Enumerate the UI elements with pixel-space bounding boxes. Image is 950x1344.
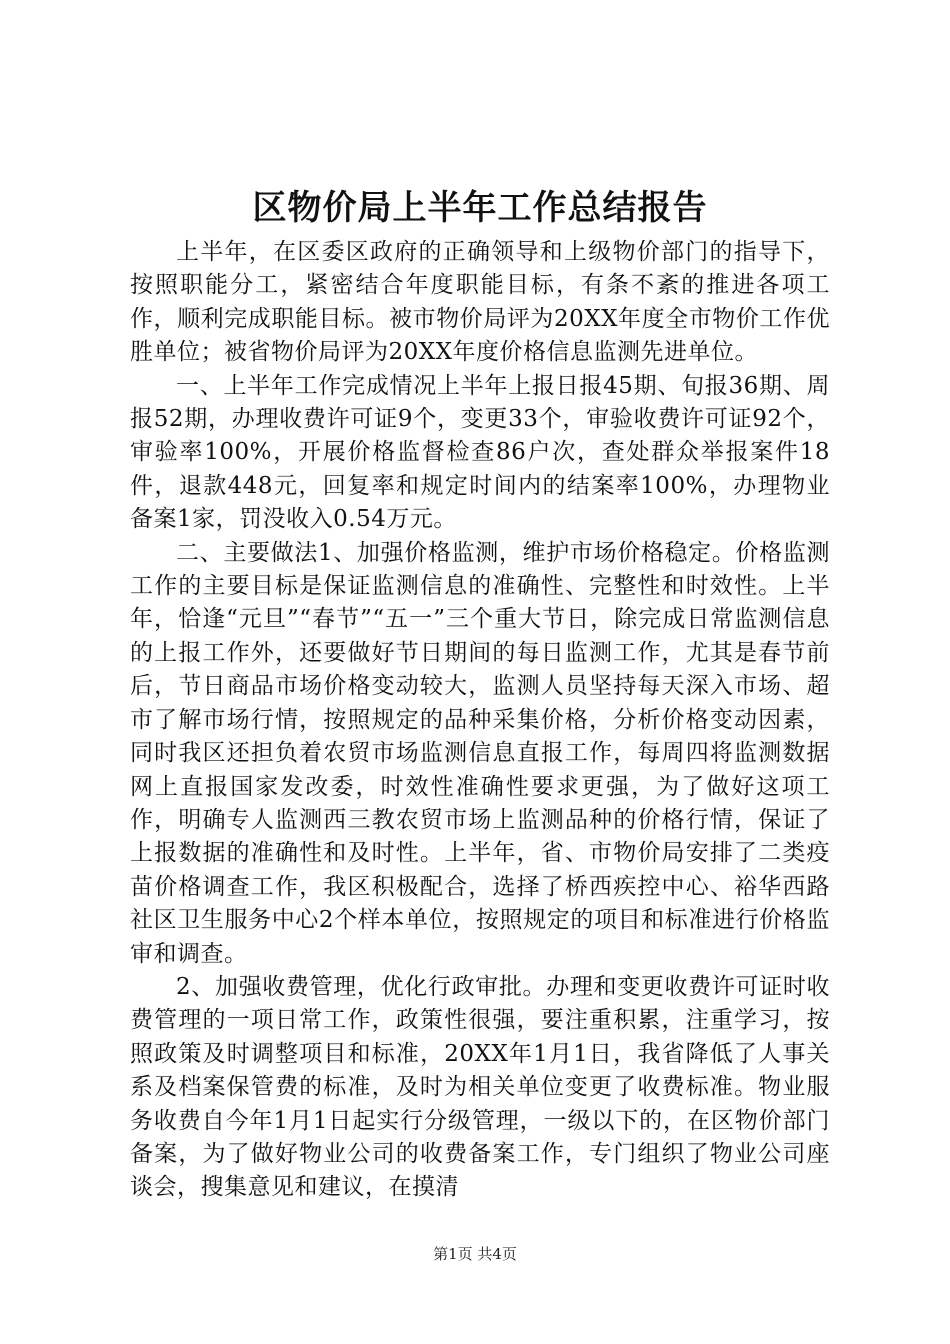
paragraph-section-two: 二、主要做法1、加强价格监测，维护市场价格稳定。价格监测工作的主要目标是保证监测信息的准确性、完整性和时效性。上半年，恰逢“元旦”“春节”“五一”三个重大节日，除完成日常监测信息的上报工作外，还要做好节日期间的每日监测工作，尤其是春节前后，节日商品市场价格变动较大，监测人员坚持每天深入市场、超市了解市场行情，按照规定的品种采集价格，分析价格变动因素，同时我区还担负着农贸市场监测信息直报工作，每周四将监测数据网上直报国家发改委，时效性准确性要求更强，为了做好这项工作，明确专人监测西三教农贸市场上监测品种的价格行情，保证了上报数据的准确性和及时性。上半年，省、市物价局安排了二类疫苗价格调查工作，我区积极配合，选择了桥西疾控中心、裕华西路社区卫生服务中心2个样本单位，按照规定的项目和标准进行价格监审和调查。 bbox=[130, 539, 830, 967]
page-footer: 第1页 共4页 bbox=[433, 1245, 517, 1263]
document-body bbox=[130, 236, 830, 1205]
paragraph-fee-management: 2、加强收费管理，优化行政审批。办理和变更收费许可证时收费管理的一项日常工作，政策性很强，要注重积累，注重学习，按照政策及时调整项目和标准，20XX年1月1日，我省降低了人事关系及档案保管费的标准，及时为相关单位变更了收费标准。物业服务收费自今年1月1日起实行分级管理，一级以下的，在区物价部门备案，为了做好物业公司的收费备案工作，专门组织了物业公司座谈会，搜集意见和建议，在摸清 bbox=[130, 973, 830, 1201]
paragraph-intro: 上半年，在区委区政府的正确领导和上级物价部门的指导下，按照职能分工，紧密结合年度职能目标，有条不紊的推进各项工作，顺利完成职能目标。被市物价局评为20XX年度全市物价工作优胜单位；被省物价局评为20XX年度价格信息监测先进单位。 bbox=[130, 239, 830, 366]
paragraph-section-one: 一、上半年工作完成情况上半年上报日报45期、旬报36期、周报52期，办理收费许可证9个，变更33个，审验收费许可证92个，审验率100%，开展价格监督检查86户次，查处群众举报案件18件，退款448元，回复率和规定时间内的结案率100%，办理物业备案1家，罚没收入0.54万元。 bbox=[130, 372, 830, 533]
document-title: 区物价局上半年工作总结报告 bbox=[252, 188, 708, 228]
